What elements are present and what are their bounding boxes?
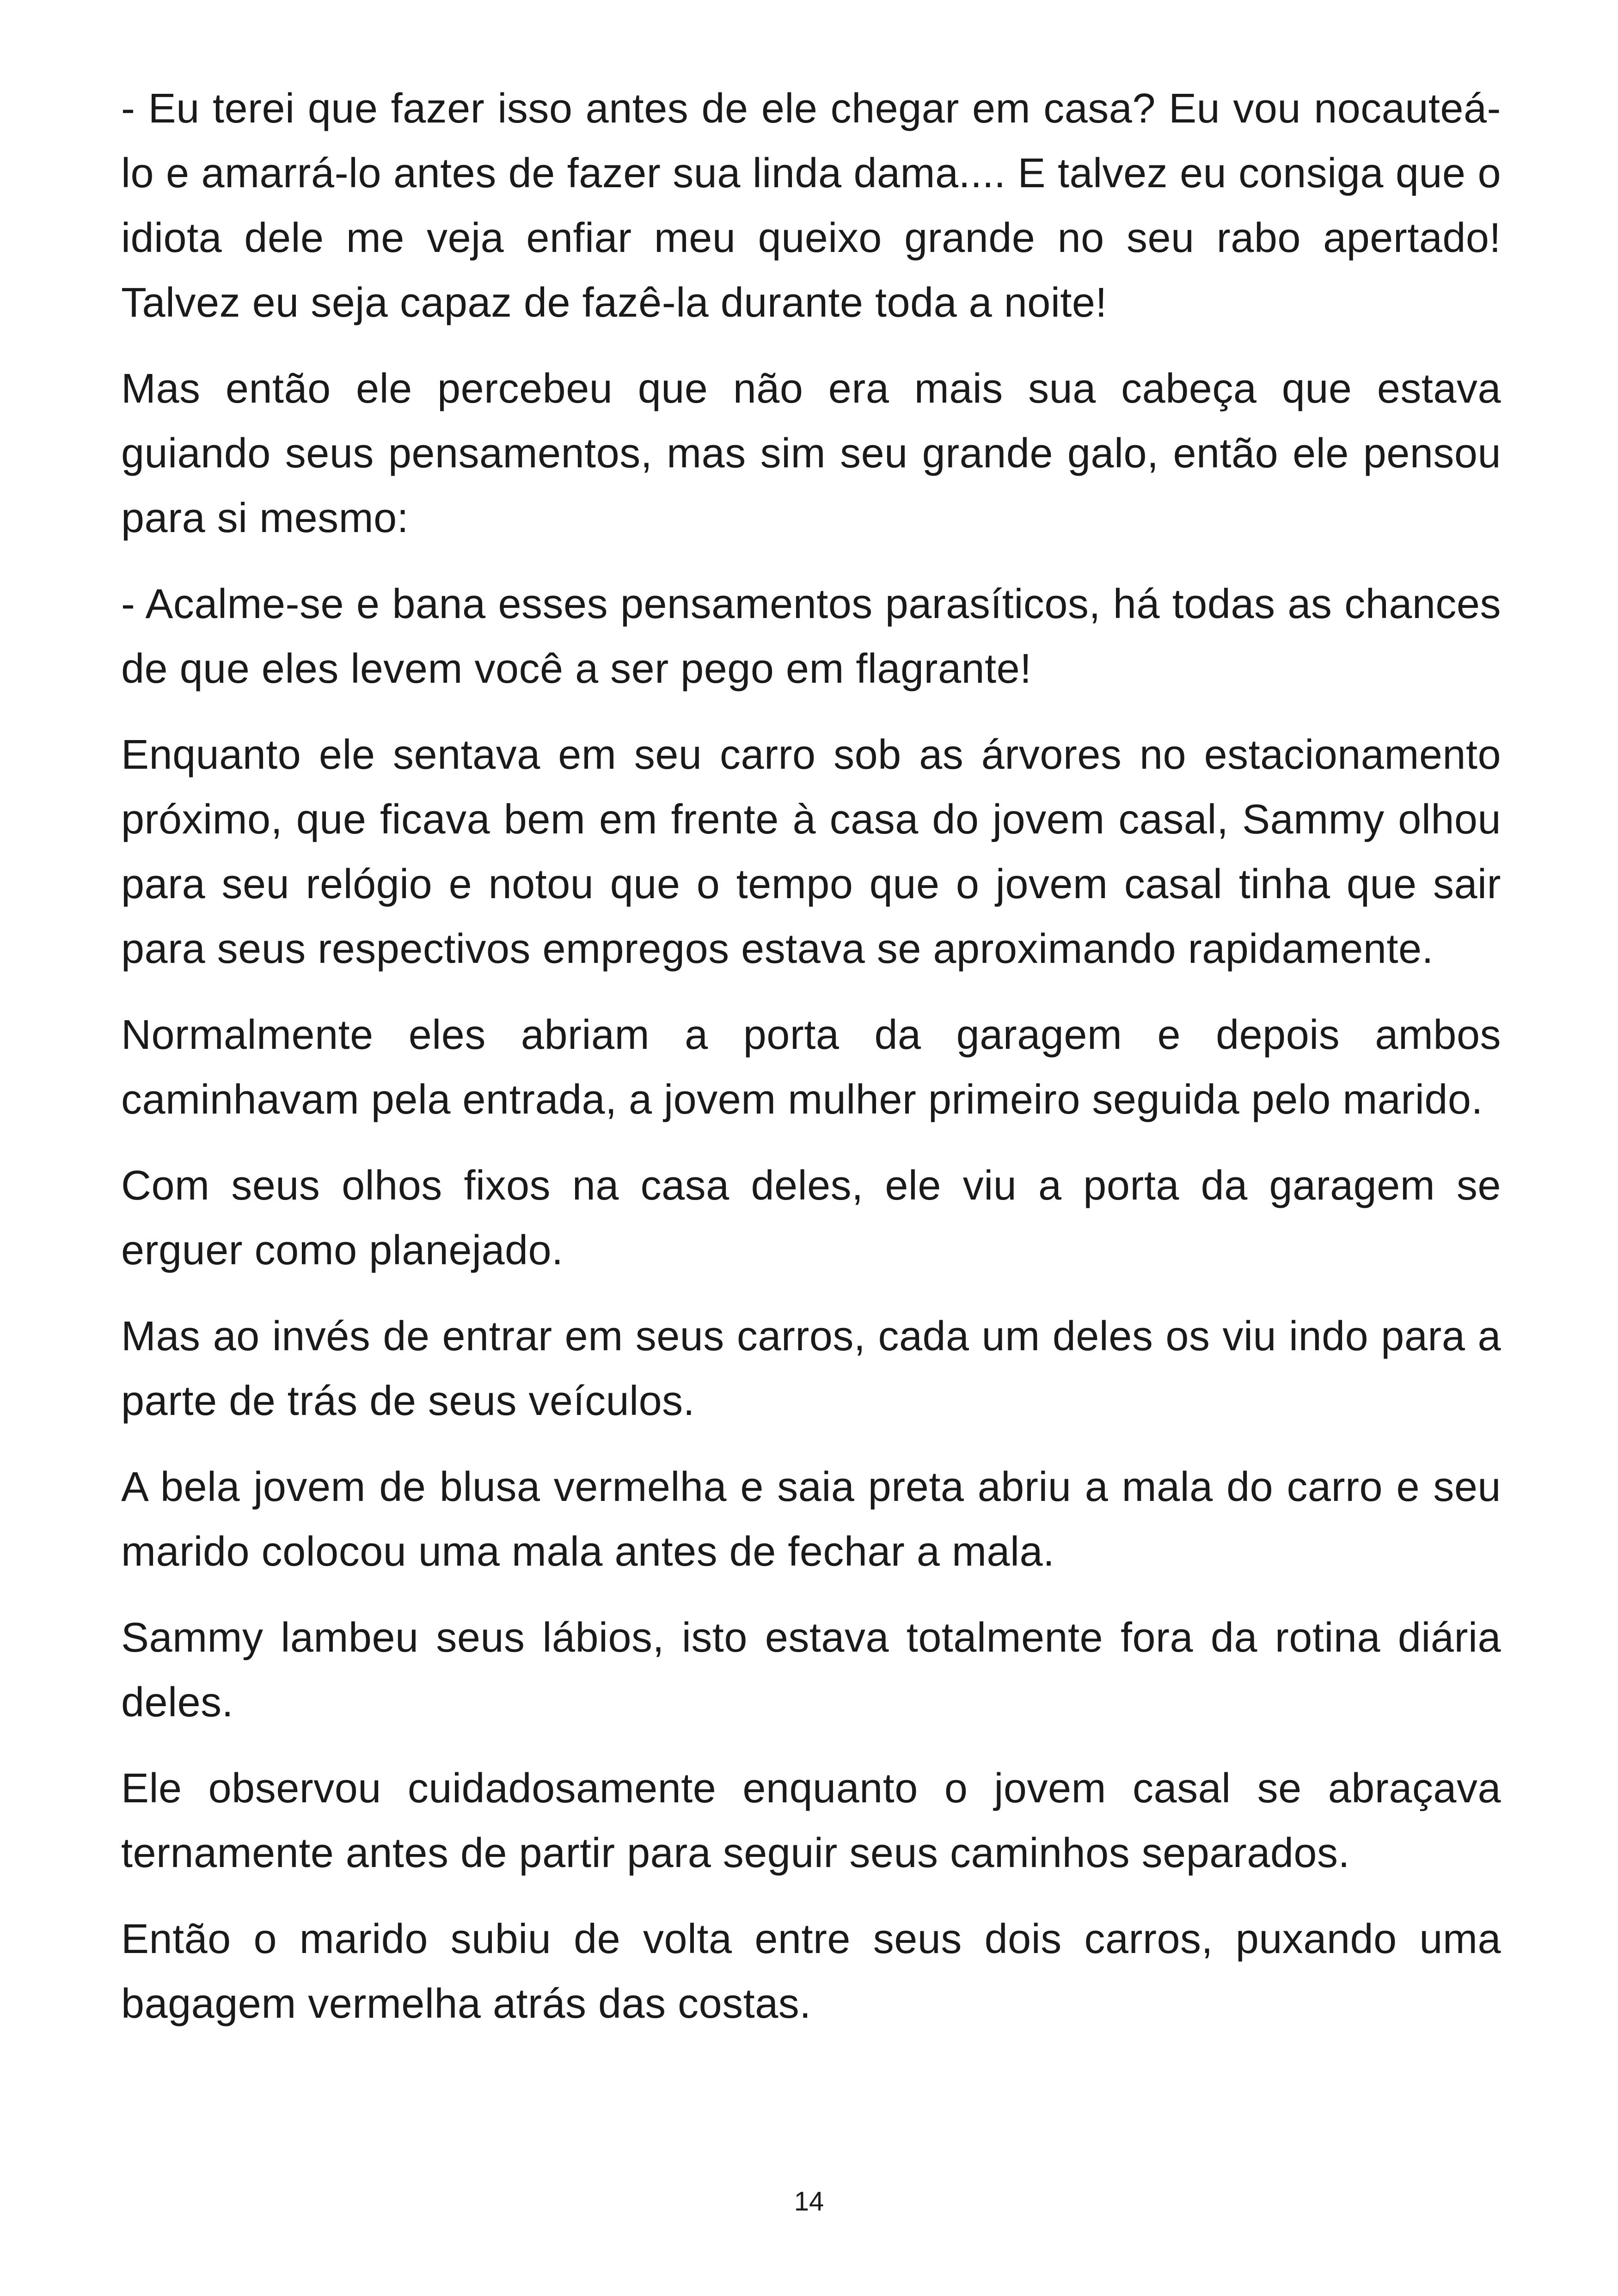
- page-body: [121, 76, 1501, 2057]
- paragraph: Sammy lambeu seus lábios, isto estava totalmente fora da rotina diária deles.: [121, 1615, 1501, 1726]
- paragraph: Mas ao invés de entrar em seus carros, cada um deles os viu indo para a parte de trás de seus veículos.: [121, 1313, 1501, 1424]
- page-number: 14: [794, 2186, 824, 2216]
- paragraph: Mas então ele percebeu que não era mais sua cabeça que estava guiando seus pensamentos, mas sim seu grande galo, então ele pensou para si mesmo:: [121, 366, 1501, 541]
- paragraph: Então o marido subiu de volta entre seus dois carros, puxando uma bagagem vermelha atrás das costas.: [121, 1916, 1501, 2027]
- paragraph: A bela jovem de blusa vermelha e saia preta abriu a mala do carro e seu marido colocou uma mala antes de fechar a mala.: [121, 1464, 1501, 1575]
- paragraph: - Eu terei que fazer isso antes de ele chegar em casa? Eu vou nocauteá-lo e amarrá-lo antes de fazer sua linda dama.... E talvez eu consiga que o idiota dele me veja enfiar meu queixo grande no seu rabo apertado! Talvez eu seja capaz de fazê-la durante toda a noite!: [121, 86, 1501, 326]
- paragraph: - Acalme-se e bana esses pensamentos parasíticos, há todas as chances de que eles levem você a ser pego em flagrante!: [121, 581, 1501, 692]
- paragraph: Enquanto ele sentava em seu carro sob as árvores no estacionamento próximo, que ficava bem em frente à casa do jovem casal, Sammy olhou para seu relógio e notou que o tempo que o jovem casal tinha que sair para seus respectivos empregos estava se aproximando rapidamente.: [121, 732, 1501, 972]
- paragraph: Ele observou cuidadosamente enquanto o jovem casal se abraçava ternamente antes de partir para seguir seus caminhos separados.: [121, 1765, 1501, 1876]
- paragraph: Com seus olhos fixos na casa deles, ele viu a porta da garagem se erguer como planejado.: [121, 1163, 1501, 1274]
- paragraph: Normalmente eles abriam a porta da garagem e depois ambos caminhavam pela entrada, a jovem mulher primeiro seguida pelo marido.: [121, 1012, 1501, 1123]
